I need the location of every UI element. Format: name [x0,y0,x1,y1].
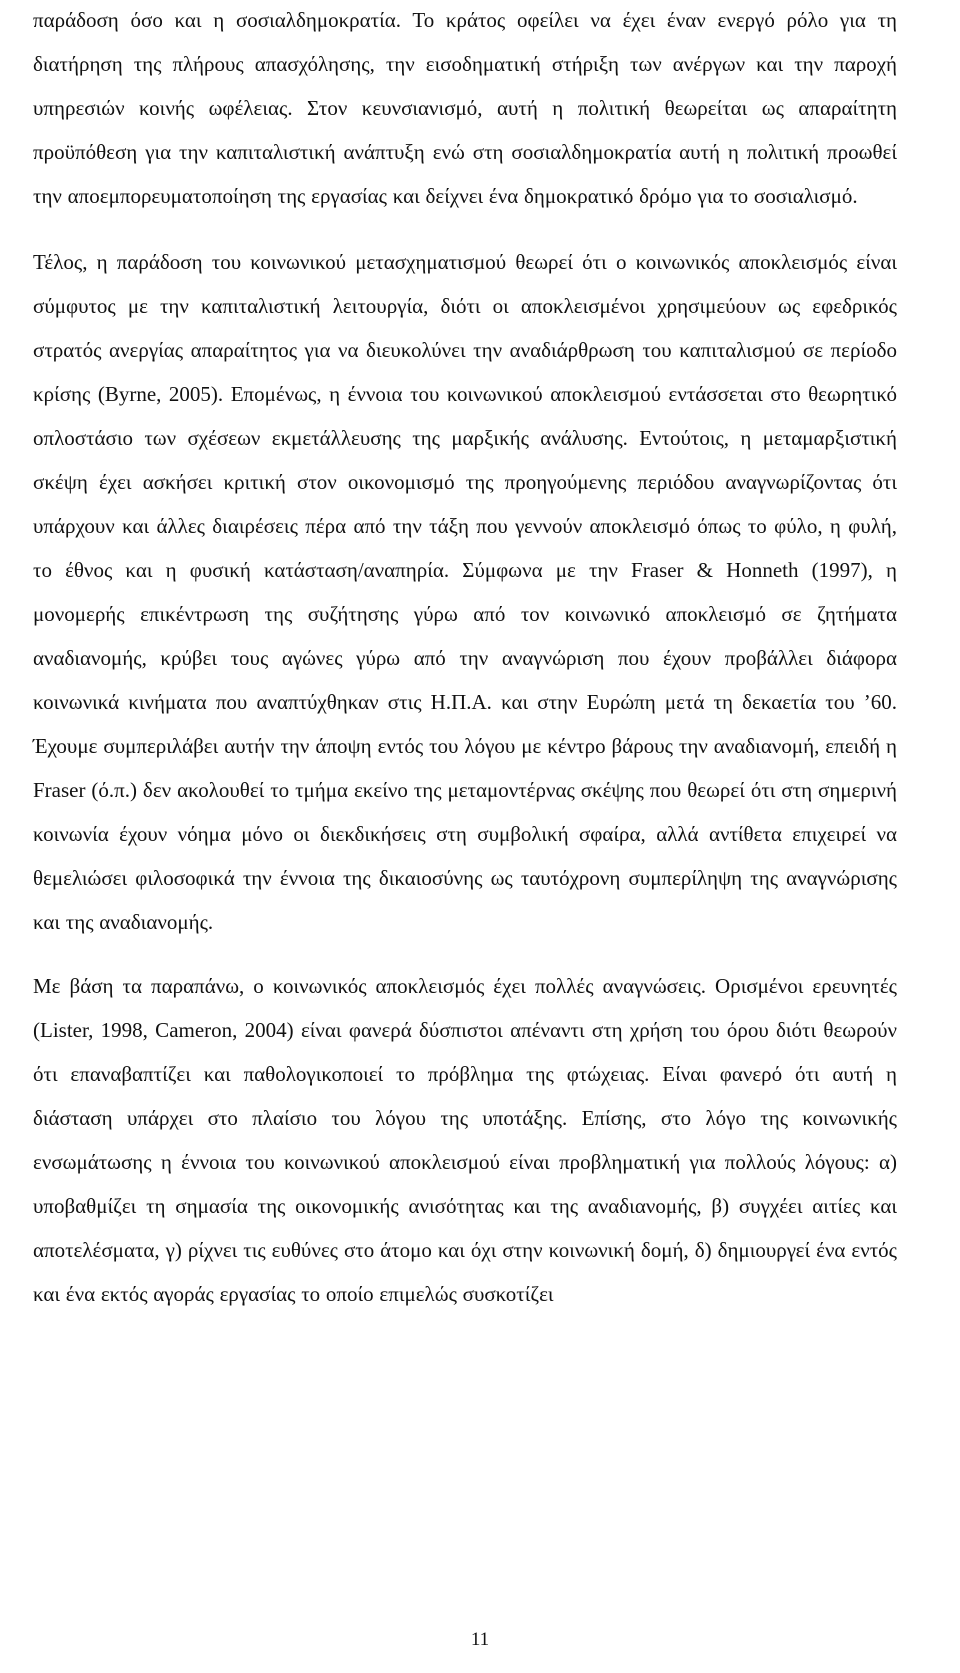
paragraph-1: παράδοση όσο και η σοσιαλδημοκρατία. Το κράτος οφείλει να έχει έναν ενεργό ρόλο για τη διατήρηση της πλήρους απασχόλησης, την εισοδηματική στήριξη των ανέργων και την παροχή υπηρεσιών κοινής ωφέλειας. Στον κευνσιανισμό, αυτή η πολιτική θεωρείται ως απαραίτητη προϋπόθεση για την καπιταλιστική ανάπτυξη ενώ στη σοσιαλδημοκρατία αυτή η πολιτική προωθεί την αποεμπορευματοποίηση της εργασίας και δείχνει ένα δημοκρατικό δρόμο για το σοσιαλισμό. [33,8,897,208]
paragraph-3: Με βάση τα παραπάνω, ο κοινωνικός αποκλεισμός έχει πολλές αναγνώσεις. Ορισμένοι ερευνητές (Lister, 1998, Cameron, 2004) είναι φανερά δύσπιστοι απέναντι στη χρήση του όρου διότι θεωρούν ότι επαναβαπτίζει και παθολογικοποιεί το πρόβλημα της φτώχειας. Είναι φανερό ότι αυτή η διάσταση υπάρχει στο πλαίσιο του λόγου της υποτάξης. Επίσης, στο λόγο της κοινωνικής ενσωμάτωσης η έννοια του κοινωνικού αποκλεισμού είναι προβληματική για πολλούς λόγους: α) υποβαθμίζει τη σημασία της οικονομικής ανισότητας και της αναδιανομής, β) συγχέει αιτίες και αποτελέσματα, γ) ρίχνει τις ευθύνες στο άτομο και όχι στην κοινωνική δομή, δ) δημιουργεί ένα εντός και ένα εκτός αγοράς εργασίας το οποίο επιμελώς συσκοτίζει [33,974,897,1306]
document-page [33,0,897,1316]
page-number: 11 [470,1629,490,1650]
paragraph-2: Τέλος, η παράδοση του κοινωνικού μετασχηματισμού θεωρεί ότι ο κοινωνικός αποκλεισμός είναι σύμφυτος με την καπιταλιστική λειτουργία, διότι οι αποκλεισμένοι χρησιμεύουν ως εφεδρικός στρατός ανεργίας απαραίτητος για να διευκολύνει την αναδιάρθρωση του καπιταλισμού σε περίοδο κρίσης (Byrne, 2005). Επομένως, η έννοια του κοινωνικού αποκλεισμού εντάσσεται στο θεωρητικό οπλοστάσιο των σχέσεων εκμετάλλευσης της μαρξικής ανάλυσης. Εντούτοις, η μεταμαρξιστική σκέψη έχει ασκήσει κριτική στον οικονομισμό της προηγούμενης περιόδου αναγνωρίζοντας ότι υπάρχουν και άλλες διαιρέσεις πέρα από την τάξη που γεννούν αποκλεισμό όπως το φύλο, η φυλή, το έθνος και η φυσική κατάσταση/αναπηρία. Σύμφωνα με την Fraser & Honneth (1997), η μονομερής επικέντρωση της συζήτησης γύρω από τον κοινωνικό αποκλεισμό σε ζητήματα αναδιανομής, κρύβει τους αγώνες γύρω από την αναγνώριση που έχουν προβάλλει διάφορα κοινωνικά κινήματα που αναπτύχθηκαν στις Η.Π.Α. και στην Ευρώπη μετά τη δεκαετία του ’60. Έχουμε συμπεριλάβει αυτήν την άποψη εντός του λόγου με κέντρο βάρους την αναδιανομή, επειδή η Fraser (ό.π.) δεν ακολουθεί το τμήμα εκείνο της μεταμοντέρνας σκέψης που θεωρεί ότι στη σημερινή κοινωνία έχουν νόημα μόνο οι διεκδικήσεις στη συμβολική σφαίρα, αλλά αντίθετα επιχειρεί να θεμελιώσει φιλοσοφικά την έννοια της δικαιοσύνης ως ταυτόχρονη συμπερίληψη της αναγνώρισης και της αναδιανομής. [33,250,897,934]
